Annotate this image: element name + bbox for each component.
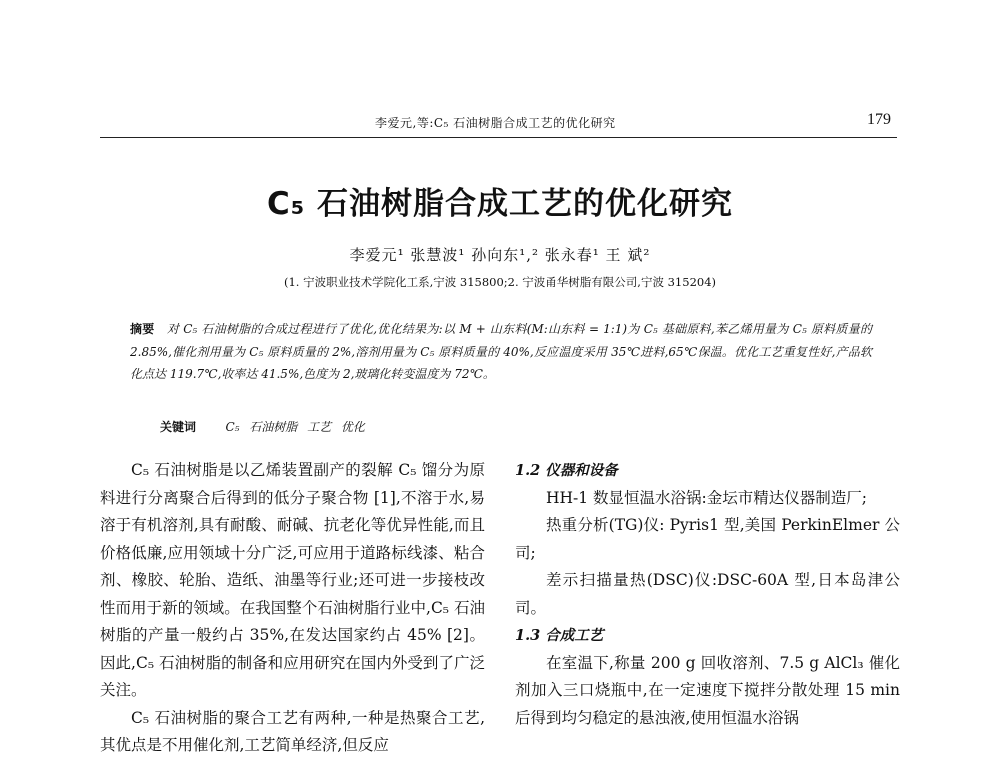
body-paragraph: 差示扫描量热(DSC)仪:DSC-60A 型,日本岛津公司。 — [515, 571, 900, 617]
paper-title: C₅ 石油树脂合成工艺的优化研究 — [266, 186, 734, 222]
header-rule — [100, 137, 897, 138]
left-column — [100, 457, 485, 760]
author-list: 李爱元¹ 张慧波¹ 孙向东¹,² 张永春¹ 王 斌² — [349, 246, 651, 264]
page-number: 179 — [867, 111, 891, 128]
body-paragraph: C₅ 石油树脂的聚合工艺有两种,一种是热聚合工艺,其优点是不用催化剂,工艺简单经济,但反应 — [100, 708, 485, 754]
body-paragraph: C₅ 石油树脂是以乙烯装置副产的裂解 C₅ 馏分为原料进行分离聚合后得到的低分子聚合物 [1],不溶于水,易溶于有机溶剂,具有耐酸、耐碱、抗老化等优异性能,而且价格低廉,应用领域十分广泛,可应用于道路标线漆、粘合剂、橡胶、轮胎、造纸、油墨等行业;还可进一步接枝改性而用于新的领域。在我国整个石油树脂行业中,C₅ 石油树脂的产量一般约占 35%,在发达国家约占 45% [2]。因此,C₅ 石油树脂的制备和应用研究在国内外受到了广泛关注。 — [100, 461, 485, 699]
section-heading: 1.3 合成工艺 — [515, 627, 604, 644]
body-paragraph: HH-1 数显恒温水浴锅:金坛市精达仪器制造厂; — [546, 488, 868, 507]
section-heading: 1.2 仪器和设备 — [515, 462, 618, 479]
abstract-label: 摘要 — [130, 322, 155, 336]
keywords — [160, 418, 365, 435]
right-column — [515, 457, 900, 732]
running-head: 李爱元,等:C₅ 石油树脂合成工艺的优化研究 — [375, 116, 616, 130]
body-paragraph: 热重分析(TG)仪: Pyris1 型,美国 PerkinElmer 公司; — [515, 516, 900, 562]
keywords-text: C₅ 石油树脂 工艺 优化 — [225, 420, 365, 434]
body-paragraph: 在室温下,称量 200 g 回收溶剂、7.5 g AlCl₃ 催化剂加入三口烧瓶中,在一定速度下搅拌分散处理 15 min 后得到均匀稳定的悬浊液,使用恒温水浴锅 — [515, 653, 900, 727]
abstract — [130, 318, 872, 386]
keywords-label: 关键词 — [160, 420, 197, 434]
abstract-text: 对 C₅ 石油树脂的合成过程进行了优化,优化结果为:以 M + 山东料(M:山东料 = 1:1)为 C₅ 基础原料,苯乙烯用量为 C₅ 原料质量的 2.85%,催化剂用量为 C₅ 原料质量的 2%,溶剂用量为 C₅ 原料质量的 40%,反应温度采用 35℃进料,65℃保温。优化工艺重复性好,产品软化点达 119.7℃,收率达 41.5%,色度为 2,玻璃化转变温度为 72℃。 — [130, 322, 872, 381]
affiliation: (1. 宁波职业技术学院化工系,宁波 315800;2. 宁波甬华树脂有限公司,宁波 315204) — [283, 275, 717, 289]
